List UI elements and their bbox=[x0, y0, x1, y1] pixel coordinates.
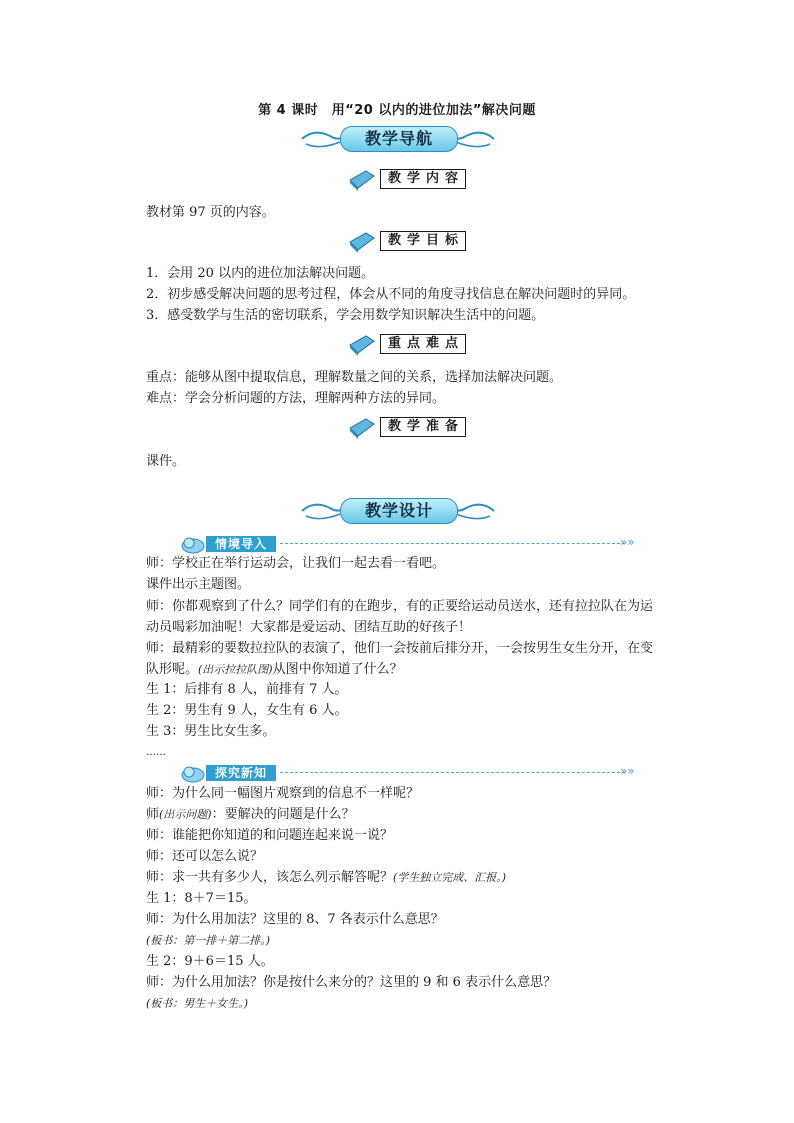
book-icon bbox=[348, 168, 376, 192]
tag-intro bbox=[180, 534, 640, 554]
intro-line-4-note: (出示拉拉队图) bbox=[198, 663, 273, 676]
prep-text: 课件。 bbox=[146, 454, 186, 469]
tag-explore bbox=[180, 763, 640, 783]
double-arrow-icon: »» bbox=[620, 764, 635, 778]
banner-teaching-design bbox=[300, 496, 496, 526]
intro-ellipsis: …… bbox=[146, 747, 166, 758]
key-point-text: 重点：能够从图中提取信息，理解数量之间的关系，选择加法解决问题。 bbox=[146, 370, 563, 385]
intro-line-5: 生 1：后排有 8 人，前排有 7 人。 bbox=[146, 682, 348, 697]
section-heading-label: 教学目标 bbox=[380, 231, 466, 251]
dashed-divider bbox=[280, 772, 625, 773]
explore-line-2-note: (出示问题) bbox=[159, 808, 212, 821]
section-heading-label: 教学准备 bbox=[380, 417, 466, 437]
goal-item-3: 3．感受数学与生活的密切联系，学会用数学知识解决生活中的问题。 bbox=[146, 308, 545, 323]
difficult-point-text: 难点：学会分析问题的方法，理解两种方法的异同。 bbox=[146, 391, 446, 406]
intro-line-2: 课件出示主题图。 bbox=[146, 577, 251, 592]
book-icon bbox=[348, 230, 376, 254]
banner-label: 教学设计 bbox=[340, 498, 458, 524]
intro-line-7: 生 3：男生比女生多。 bbox=[146, 724, 276, 739]
explore-line-3: 师：谁能把你知道的和问题连起来说一说？ bbox=[146, 828, 394, 843]
explore-board-note-2: (板书：男生＋女生。) bbox=[146, 997, 249, 1010]
explore-line-6: 生 1：8＋7＝15。 bbox=[146, 891, 257, 906]
tag-label: 情境导入 bbox=[206, 536, 276, 552]
explore-line-5 bbox=[146, 869, 506, 887]
dashed-divider bbox=[280, 543, 625, 544]
explore-board-note-1: (板书：第一排＋第二排。) bbox=[146, 934, 271, 947]
intro-line-6: 生 2：男生有 9 人，女生有 6 人。 bbox=[146, 703, 348, 718]
intro-line-3: 师：你都观察到了什么？同学们有的在跑步，有的正要给运动员送水，还有拉拉队在为运动员喝彩加油呢！大家都是爱运动、团结互助的好孩子！ bbox=[146, 599, 654, 635]
explore-line-2-text: ：要解决的问题是什么？ bbox=[211, 807, 355, 822]
section-heading-label: 教学内容 bbox=[380, 169, 466, 189]
cloud-icon bbox=[180, 763, 206, 783]
explore-line-4: 师：还可以怎么说？ bbox=[146, 849, 264, 864]
tag-label: 探究新知 bbox=[206, 765, 276, 781]
banner-label: 教学导航 bbox=[340, 126, 458, 152]
explore-line-2 bbox=[146, 806, 355, 824]
book-icon bbox=[348, 416, 376, 440]
goal-item-2: 2．初步感受解决问题的思考过程，体会从不同的角度寻找信息在解决问题时的异同。 bbox=[146, 287, 636, 302]
banner-teaching-guide bbox=[300, 124, 496, 154]
explore-line-8: 生 2：9＋6＝15 人。 bbox=[146, 954, 274, 969]
explore-line-5-text: 师：求一共有多少人，该怎么列示解答呢？ bbox=[146, 870, 394, 885]
intro-line-4-tail: 从图中你知道了什么？ bbox=[272, 662, 403, 677]
book-icon bbox=[348, 333, 376, 357]
content-text: 教材第 97 页的内容。 bbox=[146, 205, 275, 220]
explore-line-9: 师：为什么用加法？你是按什么来分的？这里的 9 和 6 表示什么意思？ bbox=[146, 975, 557, 990]
explore-line-2-speaker: 师 bbox=[146, 807, 160, 822]
double-arrow-icon: »» bbox=[620, 535, 635, 549]
intro-line-1: 师：学校正在举行运动会，让我们一起去看一看吧。 bbox=[146, 556, 446, 571]
explore-line-5-note: (学生独立完成、汇报。) bbox=[393, 871, 507, 884]
lesson-title: 第 4 课时 用“20 以内的进位加法”解决问题 bbox=[258, 103, 536, 118]
goal-item-1: 1．会用 20 以内的进位加法解决问题。 bbox=[146, 266, 375, 281]
section-heading-label: 重点难点 bbox=[380, 334, 466, 354]
explore-line-1: 师：为什么同一幅图片观察到的信息不一样呢？ bbox=[146, 786, 420, 801]
cloud-icon bbox=[180, 534, 206, 554]
intro-line-4 bbox=[146, 638, 656, 680]
intro-line-4-text: 师：最精彩的要数拉拉队的表演了，他们一会按前后排分开，一会按男生女生分开，在变队形呢。 bbox=[146, 641, 654, 677]
explore-line-7: 师：为什么用加法？这里的 8、7 各表示什么意思？ bbox=[146, 912, 444, 927]
